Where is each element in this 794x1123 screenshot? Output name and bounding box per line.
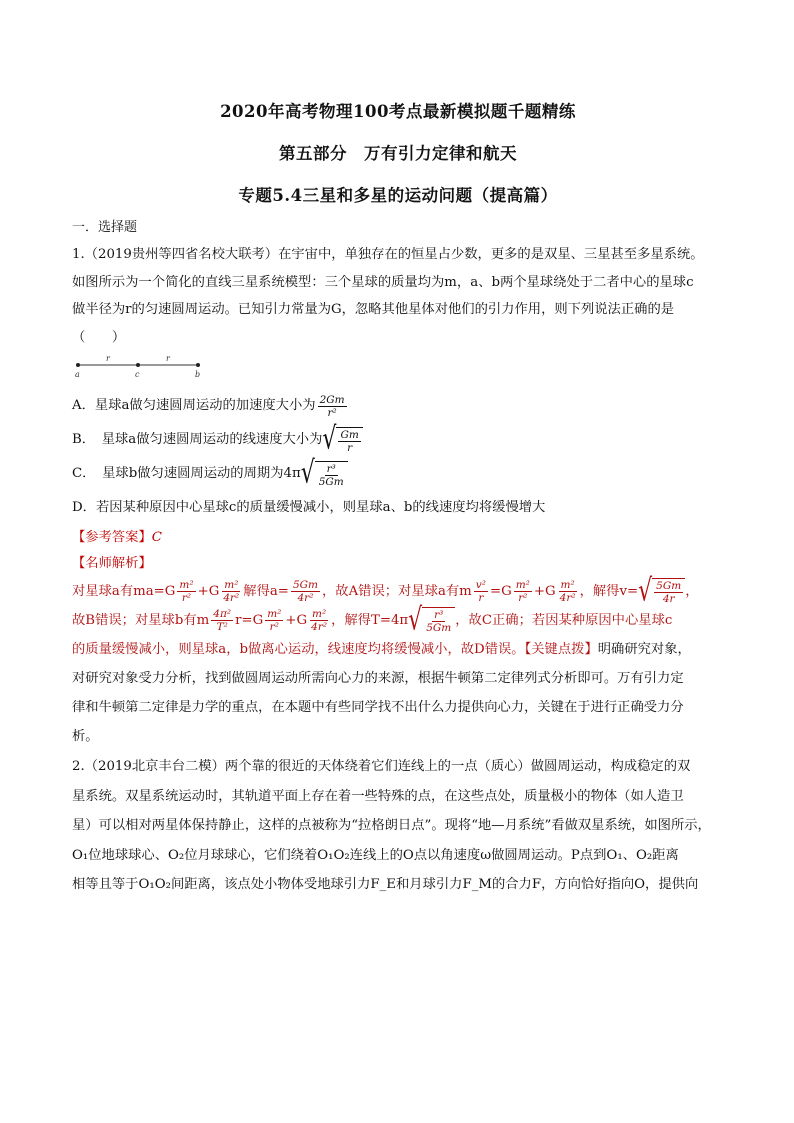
analysis-text: ，故C正确；若因某种原因中心星球c xyxy=(455,613,673,628)
analysis-text: r=G xyxy=(235,613,264,628)
key-point-text: 明确研究对象， xyxy=(597,642,691,657)
frac-num: 5Gm xyxy=(292,579,318,591)
sqrt-symbol: √ xyxy=(322,421,337,457)
analysis-line6 xyxy=(72,722,724,751)
star-a-dot xyxy=(76,363,80,367)
answer-value: C xyxy=(151,530,162,545)
star-c-dot xyxy=(136,363,140,367)
option-a-den: r² xyxy=(327,406,337,419)
option-b-sqrt xyxy=(322,421,362,457)
analysis-line4 xyxy=(72,664,724,693)
frac-num: r³ xyxy=(434,609,444,621)
q2-line3: 星）可以相对两星体保持静止，这样的点被称为“拉格朗日点”。现将“地—月系统”看做双星系统，如图所示， xyxy=(72,818,711,833)
option-b-num: Gm xyxy=(340,428,359,441)
key-point-label: 【关键点拨】 xyxy=(524,642,598,657)
analysis-text: ，故A错误；对星球a有m xyxy=(321,584,472,599)
q2-line5: 相等且等于O₁O₂间距离，该点处小物体受地球引力F_E和月球引力F_M的合力F，方向恰好指向O，提供向 xyxy=(72,877,699,892)
option-c[interactable] xyxy=(72,457,724,491)
star-b-dot xyxy=(196,363,200,367)
option-a-fraction xyxy=(318,394,347,419)
option-c-sqrt xyxy=(300,455,348,491)
option-b-den: r xyxy=(347,441,353,454)
document-page xyxy=(72,96,724,899)
key-point-text: 律和牛顿第二定律是力学的重点，在本题中有些同学找不出什么力提供向心力，关键在于进行正确受力分 xyxy=(72,700,684,715)
option-c-num: r³ xyxy=(326,462,336,475)
frac-den: 4r xyxy=(662,593,675,605)
q1-line2: 如图所示为一个简化的直线三星系统模型：三个星球的质量均为m，a、b两个星球绕处于二者中心的星球c xyxy=(72,274,694,290)
frac-den: 5Gm xyxy=(426,622,452,634)
frac-den: r² xyxy=(181,592,192,604)
q1-line4: （ ） xyxy=(72,329,126,345)
three-star-diagram xyxy=(72,355,724,385)
analysis-text: +G xyxy=(285,613,308,628)
frac-den: 4r² xyxy=(559,592,576,604)
analysis-text: +G xyxy=(197,584,220,599)
answer-line xyxy=(72,525,724,551)
analysis-text: 的质量缓慢减小，则星球a，b做离心运动，线速度均将缓慢减小，故D错误。 xyxy=(72,642,525,657)
frac-num: 5Gm xyxy=(656,580,682,592)
frac-den: 4r² xyxy=(297,592,314,604)
q2-line4: O₁位地球球心、O₂位月球球心，它们绕着O₁O₂连线上的O点以角速度ω做圆周运动。P点到O₁、O₂距离 xyxy=(72,847,679,863)
option-c-text: C． 星球b做匀速圆周运动的周期为4π xyxy=(72,466,301,481)
frac-num: m² xyxy=(560,579,575,591)
frac-den: 4r² xyxy=(223,592,240,604)
label-a: a xyxy=(75,370,80,379)
option-b-fraction xyxy=(338,429,360,454)
option-b[interactable] xyxy=(72,423,724,457)
analysis-line5 xyxy=(72,693,724,722)
label-b: b xyxy=(195,370,201,379)
frac-den: 4r² xyxy=(311,621,328,633)
analysis-text: ， xyxy=(685,584,699,599)
frac-den: r² xyxy=(518,592,528,604)
q1-line1: 1.（2019贵州等四省名校大联考）在宇宙中，单独存在的恒星占少数，更多的是双星、三星甚至多星系统。 xyxy=(72,247,704,262)
analysis-label: 【名师解析】 xyxy=(72,556,152,571)
q2-line1: 2.（2019北京丰台二模）两个靠的很近的天体绕着它们连线上的一点（质心）做圆周运动，构成稳定的双 xyxy=(72,759,691,774)
frac-den: T² xyxy=(216,621,228,633)
q1-line3: 做半径为r的匀速圆周运动。已知引力常量为G，忽略其他星体对他们的引力作用，则下列说法正确的是 xyxy=(72,302,675,317)
frac-num: m² xyxy=(179,579,194,591)
label-c: c xyxy=(135,370,140,379)
option-c-den: 5Gm xyxy=(318,475,344,488)
option-d-text: D．若因某种原因中心星球c的质量缓慢减小，则星球a、b的线速度均将缓慢增大 xyxy=(72,500,546,515)
segment-label-1: r xyxy=(106,355,110,363)
frac-den: r xyxy=(478,592,484,604)
part-title: 第五部分 万有引力定律和航天 xyxy=(279,144,517,163)
key-point-text: 对研究对象受力分析，找到做圆周运动所需向心力的来源，根据牛顿第二定律列式分析即可。万有引力定 xyxy=(72,671,684,686)
analysis-text: 故B错误；对星球b有m xyxy=(72,613,210,628)
topic-title: 专题5.4三星和多星的运动问题（提高篇） xyxy=(238,186,558,205)
sqrt-symbol: √ xyxy=(300,455,315,491)
frac-num: v² xyxy=(475,579,486,591)
segment-label-2: r xyxy=(166,355,170,363)
question-1 xyxy=(72,241,724,751)
analysis-line2 xyxy=(72,602,724,638)
frac-num: 4π² xyxy=(213,608,232,620)
analysis-text: ，解得T=4π xyxy=(331,613,409,628)
option-a-text: A．星球a做匀速圆周运动的加速度大小为 xyxy=(72,398,316,413)
document-title: 2020年高考物理100考点最新模拟题千题精练 xyxy=(220,102,576,121)
analysis-line1 xyxy=(72,573,724,609)
analysis-line3 xyxy=(72,635,724,664)
frac-num: m² xyxy=(312,608,327,620)
question-2 xyxy=(72,753,724,899)
answer-label: 【参考答案】 xyxy=(72,530,152,545)
q2-line2: 星系统。双星系统运动时，其轨道平面上存在着一些特殊的点，在这些点处，质量极小的物体（如人造卫 xyxy=(72,788,684,804)
option-c-fraction xyxy=(317,463,346,488)
option-d[interactable] xyxy=(72,491,724,525)
three-star-diagram-svg xyxy=(72,355,232,385)
sqrt-symbol: √ xyxy=(638,573,653,609)
analysis-text: +G xyxy=(533,584,556,599)
analysis-text: 解得a= xyxy=(243,584,289,599)
frac-num: m² xyxy=(267,608,282,620)
frac-den: r² xyxy=(269,621,279,633)
sqrt-symbol: √ xyxy=(408,602,423,638)
option-a-num: 2Gm xyxy=(319,393,345,406)
key-point-text: 析。 xyxy=(72,729,99,744)
frac-num: m² xyxy=(224,579,239,591)
analysis-text: 对星球a有ma=G xyxy=(72,584,176,599)
analysis-text: =G xyxy=(489,584,512,599)
option-a[interactable] xyxy=(72,389,724,423)
analysis-text: ，解得v= xyxy=(579,584,639,599)
section-label: 一．选择题 xyxy=(72,220,138,235)
frac-num: m² xyxy=(515,579,530,591)
option-b-text: B． 星球a做匀速圆周运动的线速度大小为 xyxy=(72,432,323,447)
